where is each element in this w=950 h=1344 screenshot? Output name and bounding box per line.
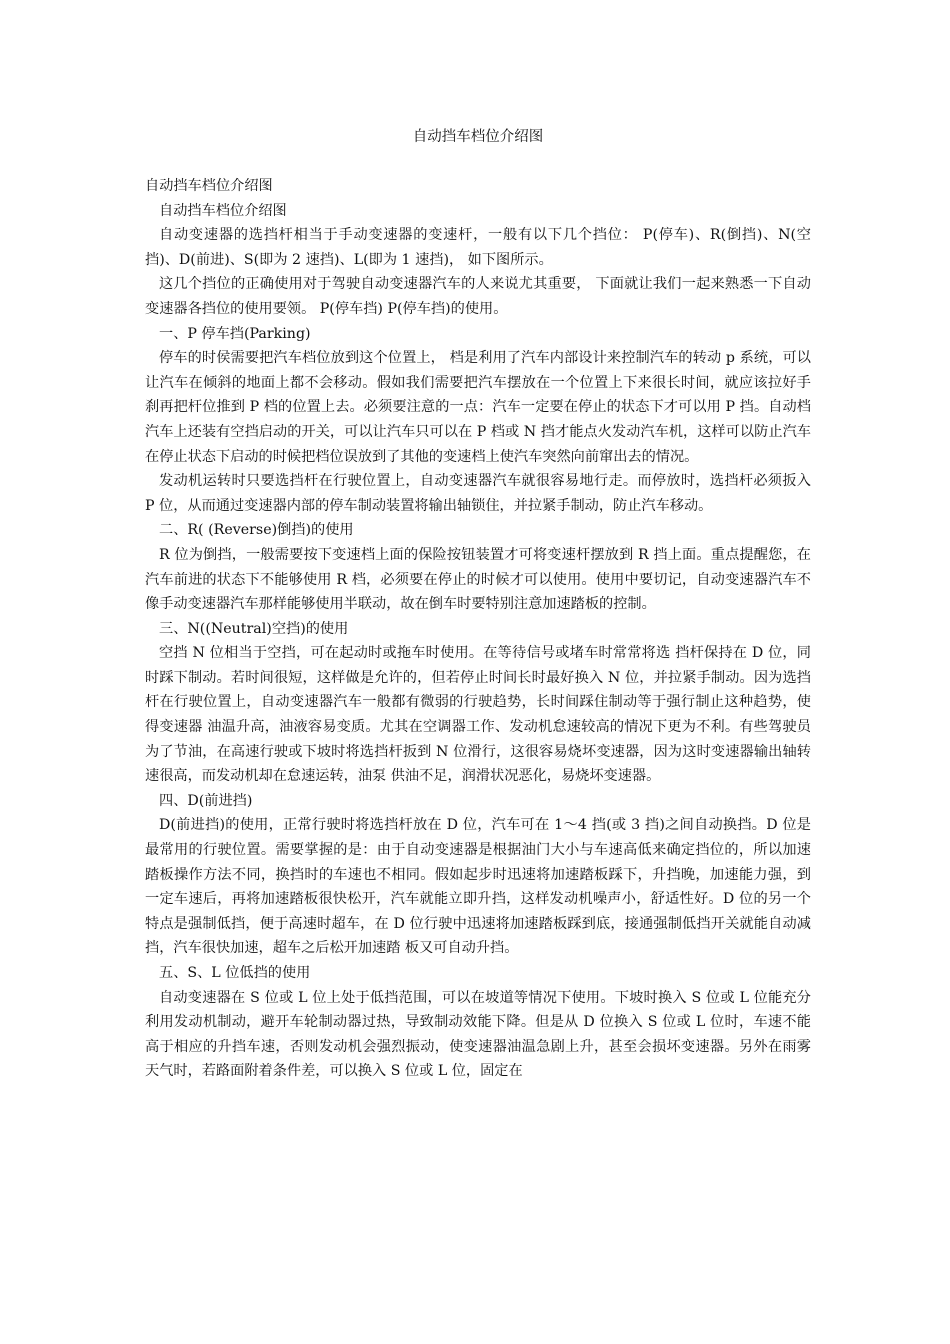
paragraph-subtitle: 自动挡车档位介绍图	[159, 202, 287, 219]
document-body	[145, 174, 811, 1084]
section-heading-n: 三、N((Neutral)空挡)的使用	[159, 620, 349, 637]
section-heading-r: 二、R( (Reverse)倒挡)的使用	[159, 522, 354, 539]
section-heading-p: 一、P 停车挡(Parking)	[159, 325, 311, 342]
paragraph-n-gear: 空挡 N 位相当于空挡，可在起动时或拖车时使用。在等待信号或堵车时常常将选 挡杆保持在 D 位，同时踩下制动。若时间很短，这样做是允许的，但若停止时间长时最好换入 N 位，并拉紧手制动。因为选挡杆在行驶位置上，自动变速器汽车一般都有微弱的行驶趋势，长时间踩住制动等于强行制止这种趋势，使得变速器 油温升高，油液容易变质。尤其在空调器工作、发动机怠速较高的情况下更为不利。有些驾驶员为了节油，在高速行驶或下坡时将选挡杆扳到 N 位滑行，这很容易烧坏变速器，因为这时变速器输出轴转速很高，而发动机却在怠速运转，油泵 供油不足，润滑状况恶化，易烧坏变速器。	[145, 645, 811, 785]
paragraph-d-gear: D(前进挡)的使用，正常行驶时将选挡杆放在 D 位，汽车可在 1～4 挡(或 3 挡)之间自动换挡。D 位是最常用的行驶位置。需要掌握的是：由于自动变速器是根据油门大小与车速高低来确定挡位的，所以加速踏板操作方法不同，换挡时的车速也不相同。假如起步时迅速将加速踏板踩下，升挡晚，加速能力强，到一定车速后，再将加速踏板很快松开，汽车就能立即升挡，这样发动机噪声小，舒适性好。D 位的另一个特点是强制低挡，便于高速时超车，在 D 位行驶中迅速将加速踏板踩到底，接通强制低挡开关就能自动减挡，汽车很快加速，超车之后松开加速踏 板又可自动升挡。	[145, 817, 811, 957]
section-heading-d: 四、D(前进挡)	[159, 792, 253, 809]
paragraph-r-gear: R 位为倒挡，一般需要按下变速档上面的保险按钮装置才可将变速杆摆放到 R 挡上面。重点提醒您，在汽车前进的状态下不能够使用 R 档，必须要在停止的时候才可以使用。使用中要切记，自动变速器汽车不像手动变速器汽车那样能够使用半联动，故在倒车时要特别注意加速踏板的控制。	[145, 546, 811, 613]
paragraph-importance: 这几个挡位的正确使用对于驾驶自动变速器汽车的人来说尤其重要， 下面就让我们一起来熟悉一下自动变速器各挡位的使用要领。 P(停车挡) P(停车挡)的使用。	[145, 276, 811, 317]
paragraph-intro: 自动变速器的选挡杆相当于手动变速器的变速杆，一般有以下几个挡位： P(停车)、R(倒挡)、N(空挡)、D(前进)、S(即为 2 速挡)、L(即为 1 速挡)， 如下图所示。	[145, 227, 811, 268]
paragraph-p-gear-parking: 发动机运转时只要选挡杆在行驶位置上，自动变速器汽车就很容易地行走。而停放时，选挡杆必须扳入 P 位，从而通过变速器内部的停车制动装置将输出轴锁住，并拉紧手制动，防止汽车移动。	[145, 473, 811, 514]
paragraph-p-gear: 停车的时侯需要把汽车档位放到这个位置上， 档是利用了汽车内部设计来控制汽车的转动 p 系统，可以让汽车在倾斜的地面上都不会移动。假如我们需要把汽车摆放在一个位置上下来很长时间，就应该拉好手刹再把杆位推到 P 档的位置上去。必须要注意的一点：汽车一定要在停止的状态下才可以用 P 挡。自动档汽车上还装有空挡启动的开关，可以让汽车只可以在 P 档或 N 挡才能点火发动汽车机，这样可以防止汽车在停止状态下启动的时候把档位误放到了其他的变速档上使汽车突然向前窜出去的情况。	[145, 350, 811, 465]
section-heading-s-l: 五、S、L 位低挡的使用	[159, 965, 311, 981]
document-title: 自动挡车档位介绍图	[412, 129, 544, 145]
paragraph-heading-plain: 自动挡车档位介绍图	[145, 178, 273, 194]
paragraph-s-l-gear: 自动变速器在 S 位或 L 位上处于低挡范围，可以在坡道等情况下使用。下坡时换入 S 位或 L 位能充分利用发动机制动，避开车轮制动器过热，导致制动效能下降。但是从 D 位换入 S 位或 L 位时，车速不能高于相应的升挡车速，否则发动机会强烈振动，使变速器油温急剧上升，甚至会损坏变速器。另外在雨雾天气时，若路面附着条件差，可以换入 S 位或 L 位，固定在	[145, 989, 811, 1080]
